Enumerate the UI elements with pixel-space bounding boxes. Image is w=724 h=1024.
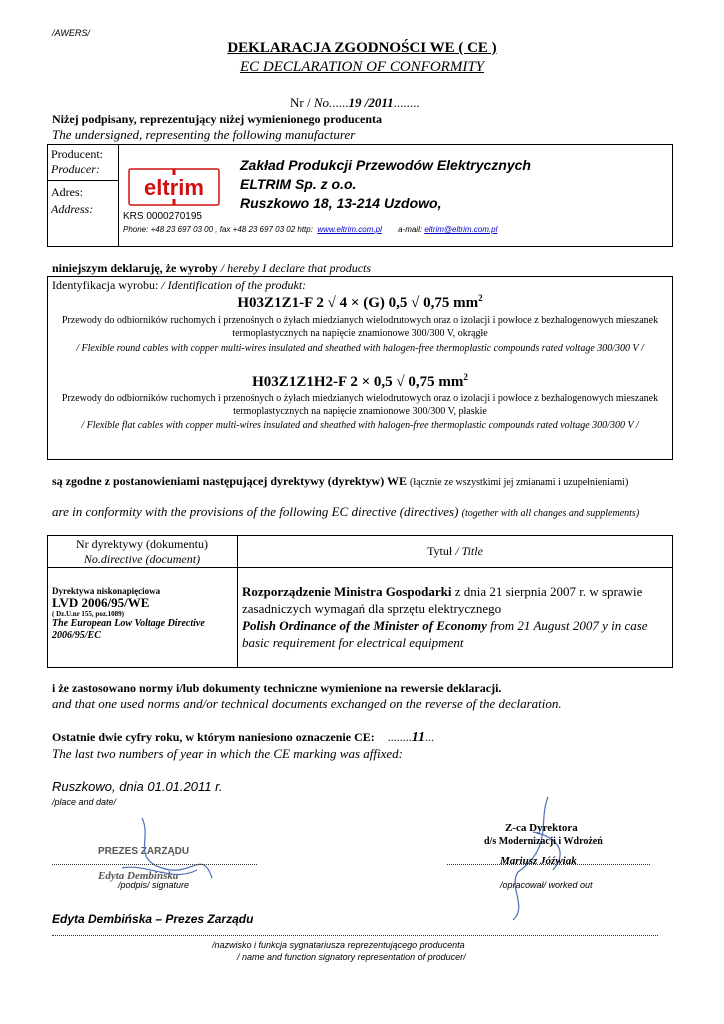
ce-year-value: 11 — [411, 730, 425, 745]
declaration: niniejszym deklaruję, że wyroby / hereby I declare that products — [52, 261, 372, 275]
company-info: Zakład Produkcji Przewodów Elektrycznych ELTRIM Sp. z o.o. Ruszkowo 18, 13-214 Uzdowo, — [240, 157, 531, 211]
stamp-deputy: Z-ca Dyrektora — [505, 822, 578, 834]
product-1-name: H03Z1Z1-F 2 √ 4 × (G) 0,5 √ 0,75 $mm^2$ — [237, 293, 483, 311]
document-number: Nr / No......19 /2011........ — [290, 95, 420, 110]
website-link[interactable]: www.eltrim.com.pl — [317, 225, 382, 234]
stamp-deputy-name: Mariusz Jóźwiak — [500, 855, 577, 867]
product-1-desc-en: / Flexible round cables with copper multi-wires insulated and sheathed with halogen-free thermoplastic compounds rated voltage 300/300 V / — [76, 343, 644, 354]
signature-label: /podpis/ signature — [118, 880, 190, 890]
producer-label: Producent: Producer: — [51, 147, 103, 176]
footer-pl: /nazwisko i funkcja sygnatariusza reprezentującego producenta — [212, 940, 465, 950]
directive-cell: Dyrektywa niskonapięciowa LVD 2006/95/WE ( Dz.U.nr 155, poz.1089) The European Low Voltage Directive 2006/95/EC — [52, 586, 205, 641]
norms-en: and that one used norms and/or technical documents exchanged on the reverse of the declaration. — [52, 696, 562, 711]
footer-en: / name and function signatory representation of producer/ — [237, 952, 466, 962]
intro-pl: Niżej podpisany, reprezentujący niżej wymienionego producenta — [52, 112, 382, 126]
product-1-desc-pl: Przewody do odbiorników ruchomych i przenośnych o żyłach miedzianych wielodrutowych oraz o izolacji i powłoce z bezhalogenowych mieszanek termoplastycznych na napięcie znamionowe 300/300 V, okrągłe — [61, 315, 659, 339]
stamp-deputy-dept: d/s Modernizacji i Wdrożeń — [484, 836, 603, 847]
place-date-label: /place and date/ — [52, 797, 117, 807]
signatory-name: Edyta Dembińska – Prezes Zarządu — [52, 912, 254, 926]
intro-en: The undersigned, representing the following manufacturer — [52, 127, 356, 142]
product-2-desc-en: / Flexible flat cables with copper multi-wires insulated and sheathed with halogen-free thermoplastic compounds rated voltage 300/300 V / — [81, 420, 639, 431]
address-label: Adres: Address: — [51, 185, 94, 216]
worked-out-label: /opracował/ worked out — [500, 880, 593, 890]
eltrim-logo — [128, 168, 220, 206]
number-value: 19 /2011 — [348, 95, 394, 110]
title-pl: DEKLARACJA ZGODNOŚCI WE ( CE ) — [227, 40, 497, 56]
title-cell: Rozporządzenie Ministra Gospodarki z dnia 21 sierpnia 2007 r. w sprawie zasadniczych wymagań dla sprzętu elektrycznego Polish Ordinance of the Minister of Economy from 21 August 2007 y in case basic requirement for electrical equipment — [242, 584, 648, 650]
svg-text:eltrim: eltrim — [144, 175, 204, 200]
ce-year-en: The last two numbers of year in which the CE marking was affixed: — [52, 746, 403, 761]
side-label: /AWERS/ — [52, 28, 90, 38]
contact-line: Phone: +48 23 697 03 00 , fax +48 23 697 03 02 http: www.eltrim.com.pl a-mail: eltrim@eltrim.com.pl — [123, 225, 498, 234]
product-2-name: H03Z1Z1H2-F 2 × 0,5 √ 0,75 $mm^2$ — [252, 372, 468, 390]
conformity-en: are in conformity with the provisions of the following EC directive (directives) (together with all changes and supplements) — [52, 504, 640, 519]
column-header-title: Tytuł / Title — [427, 544, 483, 558]
ce-year-pl: Ostatnie dwie cyfry roku, w którym naniesiono oznaczenie CE: ........11... — [52, 730, 434, 745]
krs-number: KRS 0000270195 — [123, 211, 202, 222]
norms-pl: i że zastosowano normy i/lub dokumenty techniczne wymienione na rewersie deklaracji. — [52, 681, 502, 695]
conformity-pl: są zgodne z postanowieniami następującej dyrektywy (dyrektyw) WE (łącznie ze wszystkimi jej zmianami i uzupełnieniami) — [52, 474, 629, 488]
title-en: EC DECLARATION OF CONFORMITY — [239, 59, 485, 75]
column-header-directive: Nr dyrektywy (dokumentu) No.directive (document) — [76, 537, 208, 566]
product-2-desc-pl: Przewody do odbiorników ruchomych i przenośnych o żyłach miedzianych wielodrutowych oraz o izolacji i powłoce z bezhalogenowych mieszanek termoplastycznych na napięcie znamionowe 300/300 V, płaskie — [61, 393, 659, 417]
email-link[interactable]: eltrim@eltrim.com.pl — [424, 225, 498, 234]
place-date: Ruszkowo, dnia 01.01.2011 r. — [52, 779, 223, 794]
stamp-president-name: Edyta Dembińska — [98, 870, 179, 882]
identification-label: Identyfikacja wyrobu: / Identification of the produkt: — [52, 278, 307, 292]
stamp-president: PREZES ZARZĄDU — [98, 846, 190, 857]
